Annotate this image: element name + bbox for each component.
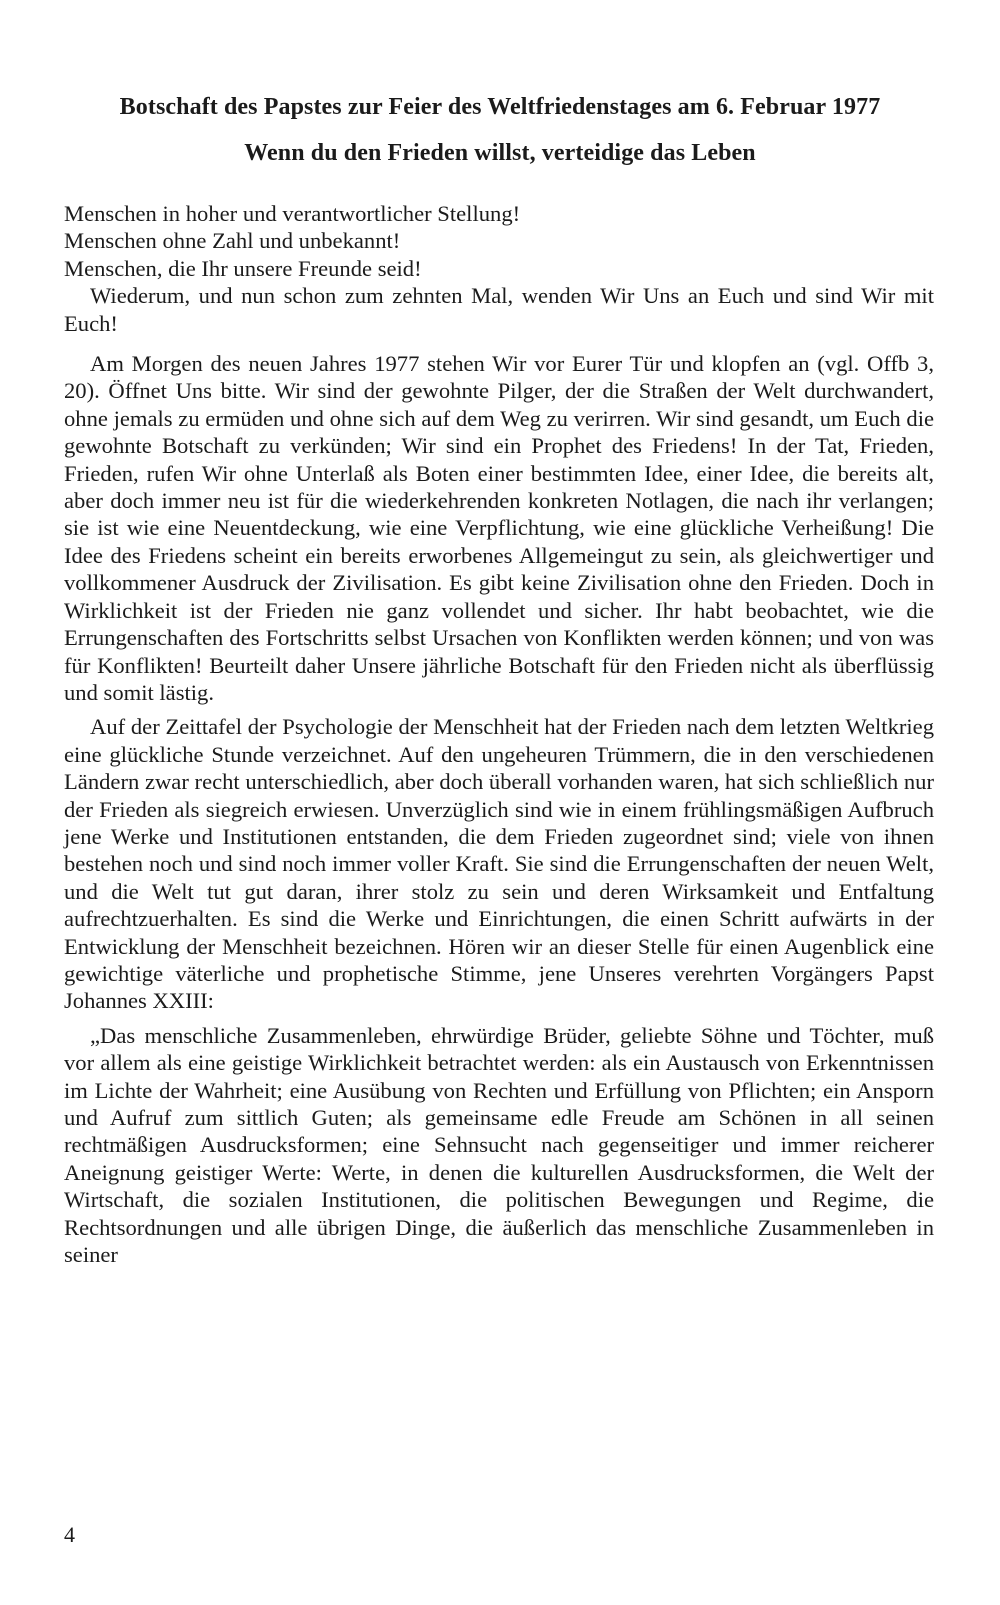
paragraph-opening: Wiederum, und nun schon zum zehnten Mal, wenden Wir Uns an Euch und sind Wir mit Euch! (64, 283, 934, 336)
paragraph-quotation: „Das menschliche Zusammenleben, ehrwürdige Brüder, geliebte Söhne und Töchter, muß vor allem als eine geistige Wirklichkeit betrachtet werden: als ein Austausch von Erkenntnissen im Lichte der Wahrheit; eine Ausübung von Rechten und Erfüllung von Pflichten; ein Ansporn und Aufruf zum sittlich Guten; als gemeinsame edle Freude am Schönen in all seinen rechtmäßigen Ausdrucksformen; eine Sehnsucht nach gegenseitiger und immer reicherer Aneignung geistiger Werte: Werte, in denen die kulturellen Ausdrucksformen, die Welt der Wirtschaft, die sozialen Institutionen, die politischen Bewegungen und Regime, die Rechtsordnungen und alle übrigen Dinge, die äußerlich das menschliche Zusammenleben in seiner (64, 1022, 934, 1268)
salutation-line: Menschen, die Ihr unsere Freunde seid! (64, 255, 422, 281)
document-title: Botschaft des Papstes zur Feier des Weltfriedenstages am 6. Februar 1977 (119, 94, 881, 120)
document-body (64, 200, 934, 1268)
document-subtitle: Wenn du den Frieden willst, verteidige das Leben (244, 140, 756, 166)
paragraph-new-year: Am Morgen des neuen Jahres 1977 stehen Wir vor Eurer Tür und klopfen an (vgl. Offb 3, 20). Öffnet Uns bitte. Wir sind der gewohnte Pilger, der die Straßen der Welt durchwandert, ohne jemals zu ermüden und ohne sich auf dem Weg zu verirren. Wir sind gesandt, um Euch die gewohnte Botschaft zu verkünden; Wir sind ein Prophet des Friedens! In der Tat, Frieden, Frieden, rufen Wir ohne Unterlaß als Boten einer bestimmten Idee, einer Idee, die bereits alt, aber doch immer neu ist für die wiederkehrenden konkreten Notlagen, die nach ihr verlangen; sie ist wie eine Neuentdeckung, wie eine Verpflichtung, wie eine glückliche Verheißung! Die Idee des Friedens scheint ein bereits erworbenes Allgemeingut zu sein, als gleichwertiger und vollkommener Ausdruck der Zivilisation. Es gibt keine Zivilisation ohne den Frieden. Doch in Wirklichkeit ist der Frieden nie ganz vollendet und sicher. Ihr habt beobachtet, wie die Errungenschaften des Fortschritts selbst Ursachen von Konflikten werden können; und von was für Konflikten! Beurteilt daher Unsere jährliche Botschaft für den Frieden nicht als überflüssig und somit lästig. (64, 351, 934, 705)
paragraph-timeline: Auf der Zeittafel der Psychologie der Menschheit hat der Frieden nach dem letzten Weltkrieg eine glückliche Stunde verzeichnet. Auf den ungeheuren Trümmern, die in den verschiedenen Ländern zwar recht unterschiedlich, aber doch überall vorhanden waren, hat sich schließlich nur der Frieden als siegreich erwiesen. Unverzüglich sind wie in einem frühlingsmäßigen Aufbruch jene Werke und Institutionen entstanden, die dem Frieden zugeordnet sind; viele von ihnen bestehen noch und sind noch immer voller Kraft. Sie sind die Errungenschaften der neuen Welt, und die Welt tut gut daran, ihrer stolz zu sein und deren Wirksamkeit und Entfaltung aufrechtzuerhalten. Es sind die Werke und Einrichtungen, die einen Schritt aufwärts in der Entwicklung der Menschheit bezeichnen. Hören wir an dieser Stelle für einen Augenblick eine gewichtige väterliche und prophetische Stimme, jene Unseres verehrten Vorgängers Papst Johannes XXIII: (64, 714, 934, 1014)
page-number: 4 (64, 1522, 75, 1547)
salutation-line: Menschen ohne Zahl und unbekannt! (64, 228, 401, 254)
salutation-line: Menschen in hoher und verantwortlicher Stellung! (64, 201, 521, 226)
